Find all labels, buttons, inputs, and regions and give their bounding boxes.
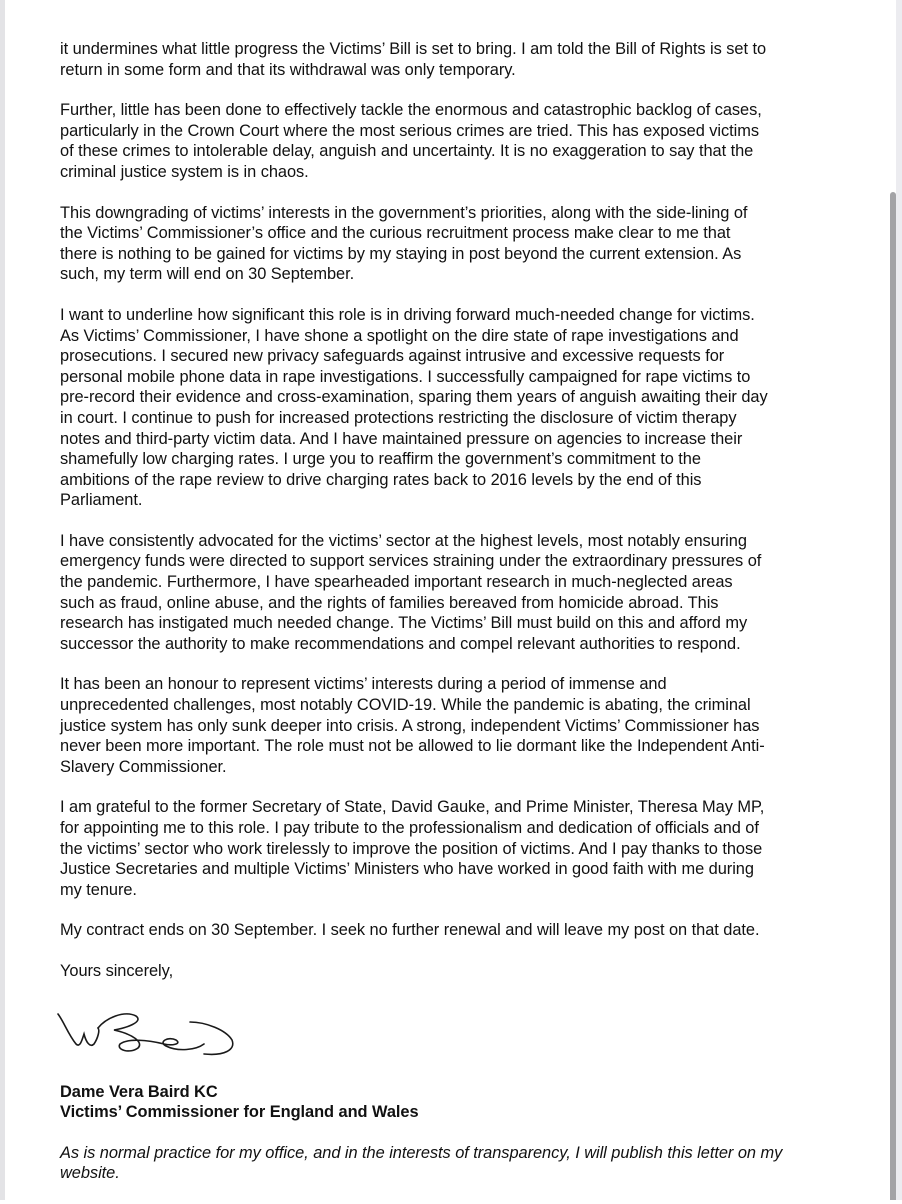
paragraph-backlog: [60, 100, 860, 182]
text-line: As is normal practice for my office, and in the interests of transparency, I will publish this letter on my: [60, 1143, 783, 1162]
paragraph-bill-of-rights: [60, 39, 860, 80]
transparency-footnote: [60, 1143, 860, 1184]
text-line: I have consistently advocated for the victims’ sector at the highest levels, most notably ensuring: [60, 531, 747, 550]
text-line: it undermines what little progress the Victims’ Bill is set to bring. I am told the Bill of Rights is set to: [60, 40, 767, 58]
signatory-name: Dame Vera Baird KC: [60, 1082, 218, 1101]
handwritten-signature-icon: [54, 1000, 244, 1060]
text-line: there is nothing to be gained for victims by my staying in post beyond the current extension. As: [60, 244, 742, 263]
text-line: unprecedented challenges, most notably COVID-19. While the pandemic is abating, the criminal: [60, 696, 751, 715]
text-line: Parliament.: [60, 491, 143, 510]
scrollbar-thumb[interactable]: [890, 192, 896, 1200]
text-line: the victims’ sector who work tirelessly to improve the position of victims. And I pay thanks to those: [60, 839, 763, 858]
text-line: As Victims’ Commissioner, I have shone a spotlight on the dire state of rape investigations and: [60, 326, 739, 345]
text-line: notes and third-party victim data. And I have maintained pressure on agencies to increase their: [60, 429, 743, 448]
text-line: the pandemic. Furthermore, I have spearheaded important research in much-neglected areas: [60, 573, 733, 592]
text-line: research has instigated much needed change. The Victims’ Bill must build on this and afford my: [60, 614, 748, 633]
text-line: I want to underline how significant this role is in driving forward much-needed change for victims.: [60, 305, 755, 324]
text-line: Slavery Commissioner.: [60, 757, 227, 776]
paragraph-gratitude: [60, 797, 860, 900]
text-line: My contract ends on 30 September. I seek no further renewal and will leave my post on that date.: [60, 921, 760, 940]
paragraph-term-end: [60, 203, 860, 285]
text-line: return in some form and that its withdrawal was only temporary.: [60, 60, 516, 79]
paragraph-contract-end: [60, 920, 860, 941]
text-line: ambitions of the rape review to drive charging rates back to 2016 levels by the end of this: [60, 470, 702, 489]
text-line: the Victims’ Commissioner’s office and the curious recruitment process make clear to me that: [60, 224, 731, 243]
text-line: pre-record their evidence and cross-examination, sparing them years of anguish awaiting their day: [60, 388, 768, 407]
text-line: for appointing me to this role. I pay tribute to the professionalism and dedication of officials and of: [60, 819, 759, 837]
text-line: justice system has only sunk deeper into crisis. A strong, independent Victims’ Commissioner has: [60, 716, 760, 735]
text-line: of these crimes to intolerable delay, anguish and uncertainty. It is no exaggeration to say that the: [60, 142, 754, 161]
text-line: in court. I continue to push for increased protections restricting the disclosure of victim therapy: [60, 408, 737, 427]
paragraph-achievements: [60, 305, 860, 511]
text-line: my tenure.: [60, 880, 137, 899]
text-line: It has been an honour to represent victims’ interests during a period of immense and: [60, 675, 667, 694]
text-line: I am grateful to the former Secretary of State, David Gauke, and Prime Minister, Theresa May MP,: [60, 798, 765, 817]
text-line: never been more important. The role must not be allowed to lie dormant like the Independent Anti-: [60, 737, 765, 756]
closing-salutation: Yours sincerely,: [60, 961, 174, 980]
text-line: This downgrading of victims’ interests in the government’s priorities, along with the side-lining of: [60, 203, 748, 222]
text-line: shamefully low charging rates. I urge you to reaffirm the government’s commitment to the: [60, 450, 701, 469]
text-line: criminal justice system is in chaos.: [60, 162, 309, 181]
scrollbar-track[interactable]: [896, 0, 902, 1200]
signature-block: [60, 961, 860, 1123]
text-line: website.: [60, 1164, 120, 1183]
text-line: particularly in the Crown Court where the most serious crimes are tried. This has exposed victims: [60, 121, 760, 140]
text-line: Justice Secretaries and multiple Victims’ Ministers who have worked in good faith with me during: [60, 860, 754, 879]
paragraph-honour: [60, 674, 860, 777]
signatory-title: Victims’ Commissioner for England and Wales: [60, 1103, 419, 1122]
letter-body: [60, 39, 860, 1204]
text-line: successor the authority to make recommendations and compel relevant authorities to respond.: [60, 634, 741, 653]
text-line: personal mobile phone data in rape investigations. I successfully campaigned for rape victims to: [60, 367, 751, 386]
text-line: such as fraud, online abuse, and the rights of families bereaved from homicide abroad. This: [60, 593, 719, 612]
paragraph-advocacy: [60, 531, 860, 655]
text-line: Further, little has been done to effectively tackle the enormous and catastrophic backlog of cases,: [60, 101, 762, 120]
text-line: such, my term will end on 30 September.: [60, 265, 355, 284]
text-line: emergency funds were directed to support services straining under the extraordinary pressures of: [60, 552, 762, 571]
viewer-left-edge: [0, 0, 5, 1200]
text-line: prosecutions. I secured new privacy safeguards against intrusive and excessive requests for: [60, 347, 725, 366]
